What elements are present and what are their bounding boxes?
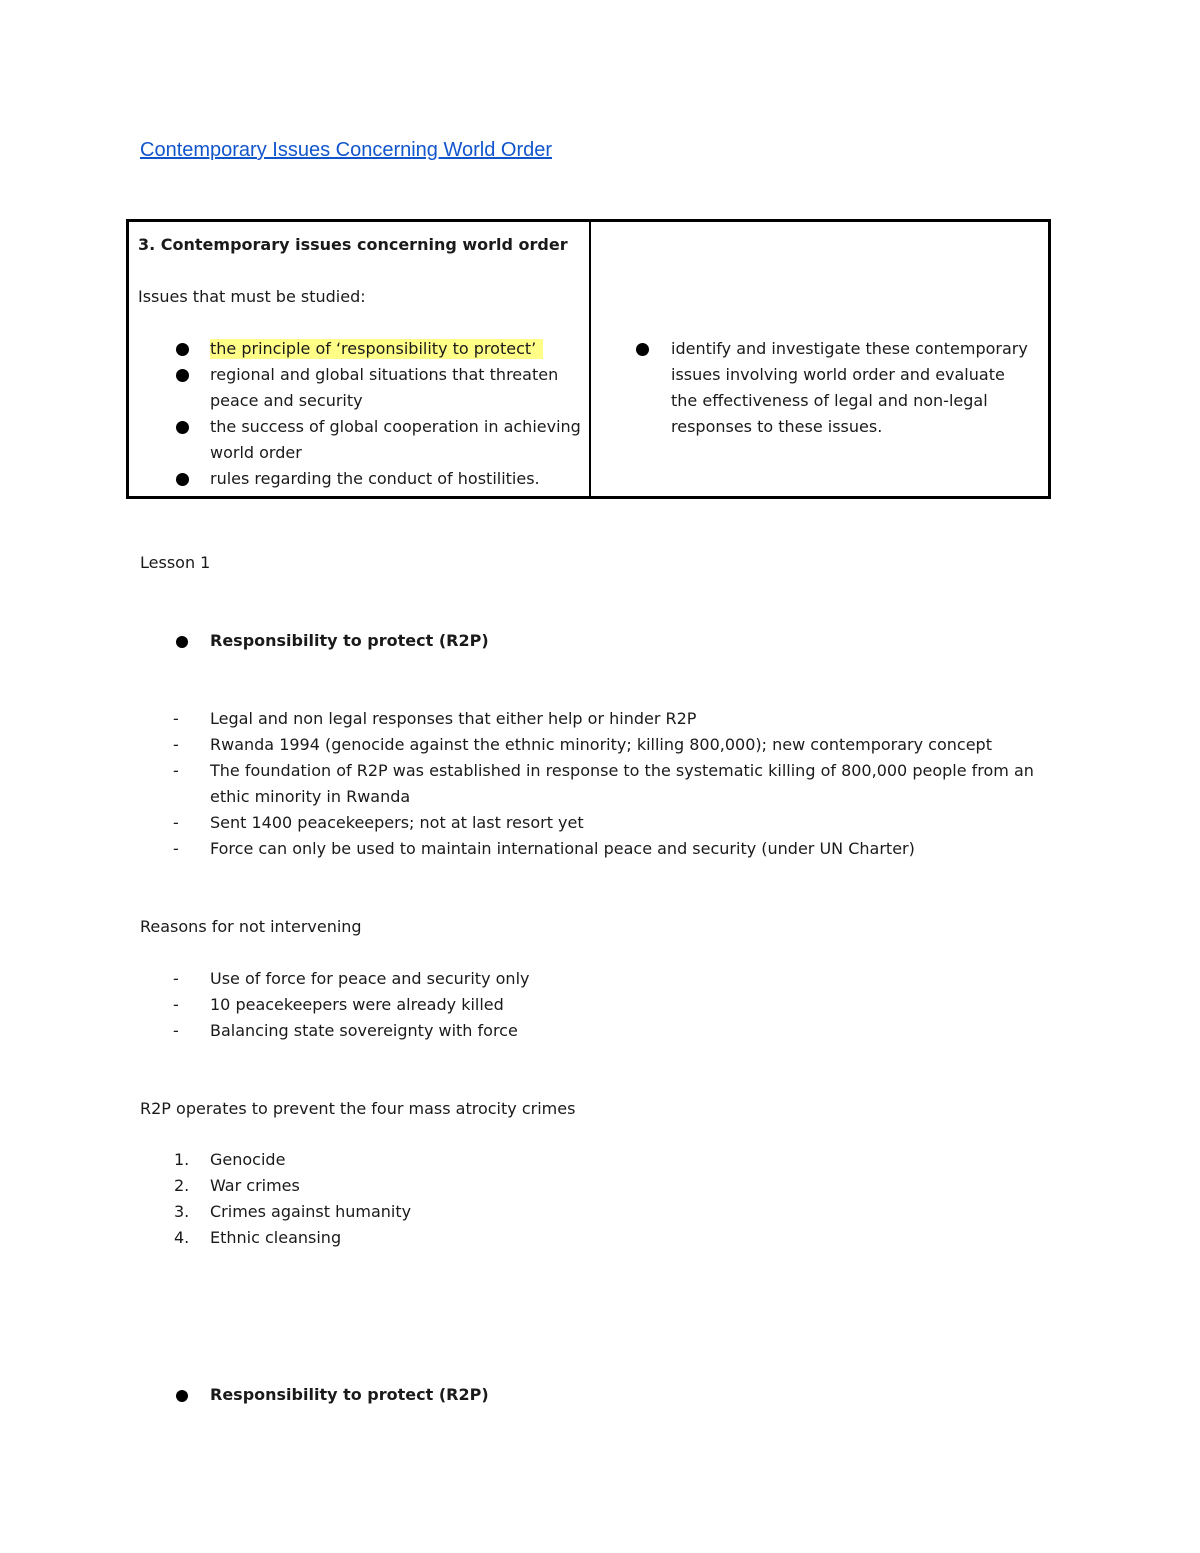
bullet-icon <box>176 343 189 356</box>
crimes-list <box>140 1147 411 1251</box>
list-number: 1. <box>174 1150 190 1169</box>
dash-marker: - <box>173 1021 179 1040</box>
syllabus-table <box>126 219 1051 499</box>
reasons-heading: Reasons for not intervening <box>140 917 362 936</box>
topic-heading-text: Responsibility to protect (R2P) <box>210 1385 489 1404</box>
dash-marker: - <box>173 735 179 754</box>
document-title-link[interactable]: Contemporary Issues Concerning World Order <box>140 139 553 161</box>
bullet-icon <box>176 369 189 382</box>
list-item-text: War crimes <box>210 1176 300 1195</box>
list-item-text: Sent 1400 peacekeepers; not at last resort yet <box>210 813 584 832</box>
syllabus-table-left-cell <box>129 222 591 496</box>
crimes-heading: R2P operates to prevent the four mass atrocity crimes <box>140 1099 576 1118</box>
bullet-icon <box>176 421 189 434</box>
list-item-text: regional and global situations that threaten peace and security <box>210 365 559 410</box>
bullet-icon <box>176 1390 188 1402</box>
list-item-text: Crimes against humanity <box>210 1202 412 1221</box>
topic-heading <box>140 1382 489 1408</box>
dash-marker: - <box>173 813 179 832</box>
list-item-text: Ethnic cleansing <box>210 1228 342 1247</box>
list-item-text: identify and investigate these contemporary issues involving world order and evaluate the effectiveness of legal and non-legal responses to these issues. <box>671 339 1028 436</box>
list-item-text: Force can only be used to maintain international peace and security (under UN Charter) <box>210 839 915 858</box>
list-item-text: The foundation of R2P was established in response to the systematic killing of 800,000 people from an ethic minority in Rwanda <box>210 761 1034 806</box>
bullet-icon <box>176 636 188 648</box>
list-item-text: Rwanda 1994 (genocide against the ethnic minority; killing 800,000); new contemporary concept <box>210 735 992 754</box>
list-item <box>140 1225 411 1251</box>
syllabus-heading: 3. Contemporary issues concerning world order <box>138 235 568 254</box>
notes-list <box>140 706 1060 862</box>
syllabus-subheading: Issues that must be studied: <box>138 287 366 306</box>
list-item <box>138 362 581 414</box>
bullet-icon <box>636 343 649 356</box>
list-item-text: 10 peacekeepers were already killed <box>210 995 504 1014</box>
list-item <box>140 732 1060 758</box>
syllabus-issues-list <box>138 336 581 492</box>
list-item <box>138 414 581 466</box>
list-number: 4. <box>174 1228 190 1247</box>
list-number: 2. <box>174 1176 190 1195</box>
list-item <box>138 336 581 362</box>
dash-marker: - <box>173 839 179 858</box>
syllabus-outcomes-list <box>591 336 1048 440</box>
list-item <box>140 966 1060 992</box>
dash-marker: - <box>173 761 179 780</box>
dash-marker: - <box>173 995 179 1014</box>
lesson-label: Lesson 1 <box>140 553 211 572</box>
list-item <box>140 836 1060 862</box>
bullet-icon <box>176 473 189 486</box>
topic-heading <box>140 628 489 654</box>
highlighted-text: the principle of ‘responsibility to protect’ <box>210 339 543 359</box>
dash-marker: - <box>173 969 179 988</box>
list-item <box>140 758 1060 810</box>
list-item <box>138 466 581 492</box>
list-item-text: Balancing state sovereignty with force <box>210 1021 518 1040</box>
list-item <box>140 1018 1060 1044</box>
list-item <box>140 1147 411 1173</box>
reasons-list <box>140 966 1060 1044</box>
syllabus-table-right-cell <box>591 222 1048 496</box>
list-number: 3. <box>174 1202 190 1221</box>
list-item <box>140 810 1060 836</box>
list-item-text: the success of global cooperation in achieving world order <box>210 417 581 462</box>
list-item <box>140 992 1060 1018</box>
list-item-text: rules regarding the conduct of hostilities. <box>210 469 540 488</box>
list-item <box>140 706 1060 732</box>
list-item-text: Genocide <box>210 1150 286 1169</box>
list-item <box>140 1173 411 1199</box>
list-item <box>140 1199 411 1225</box>
topic-heading-text: Responsibility to protect (R2P) <box>210 631 489 650</box>
list-item-text: Use of force for peace and security only <box>210 969 530 988</box>
list-item <box>591 336 1048 440</box>
dash-marker: - <box>173 709 179 728</box>
list-item-text: Legal and non legal responses that either help or hinder R2P <box>210 709 697 728</box>
